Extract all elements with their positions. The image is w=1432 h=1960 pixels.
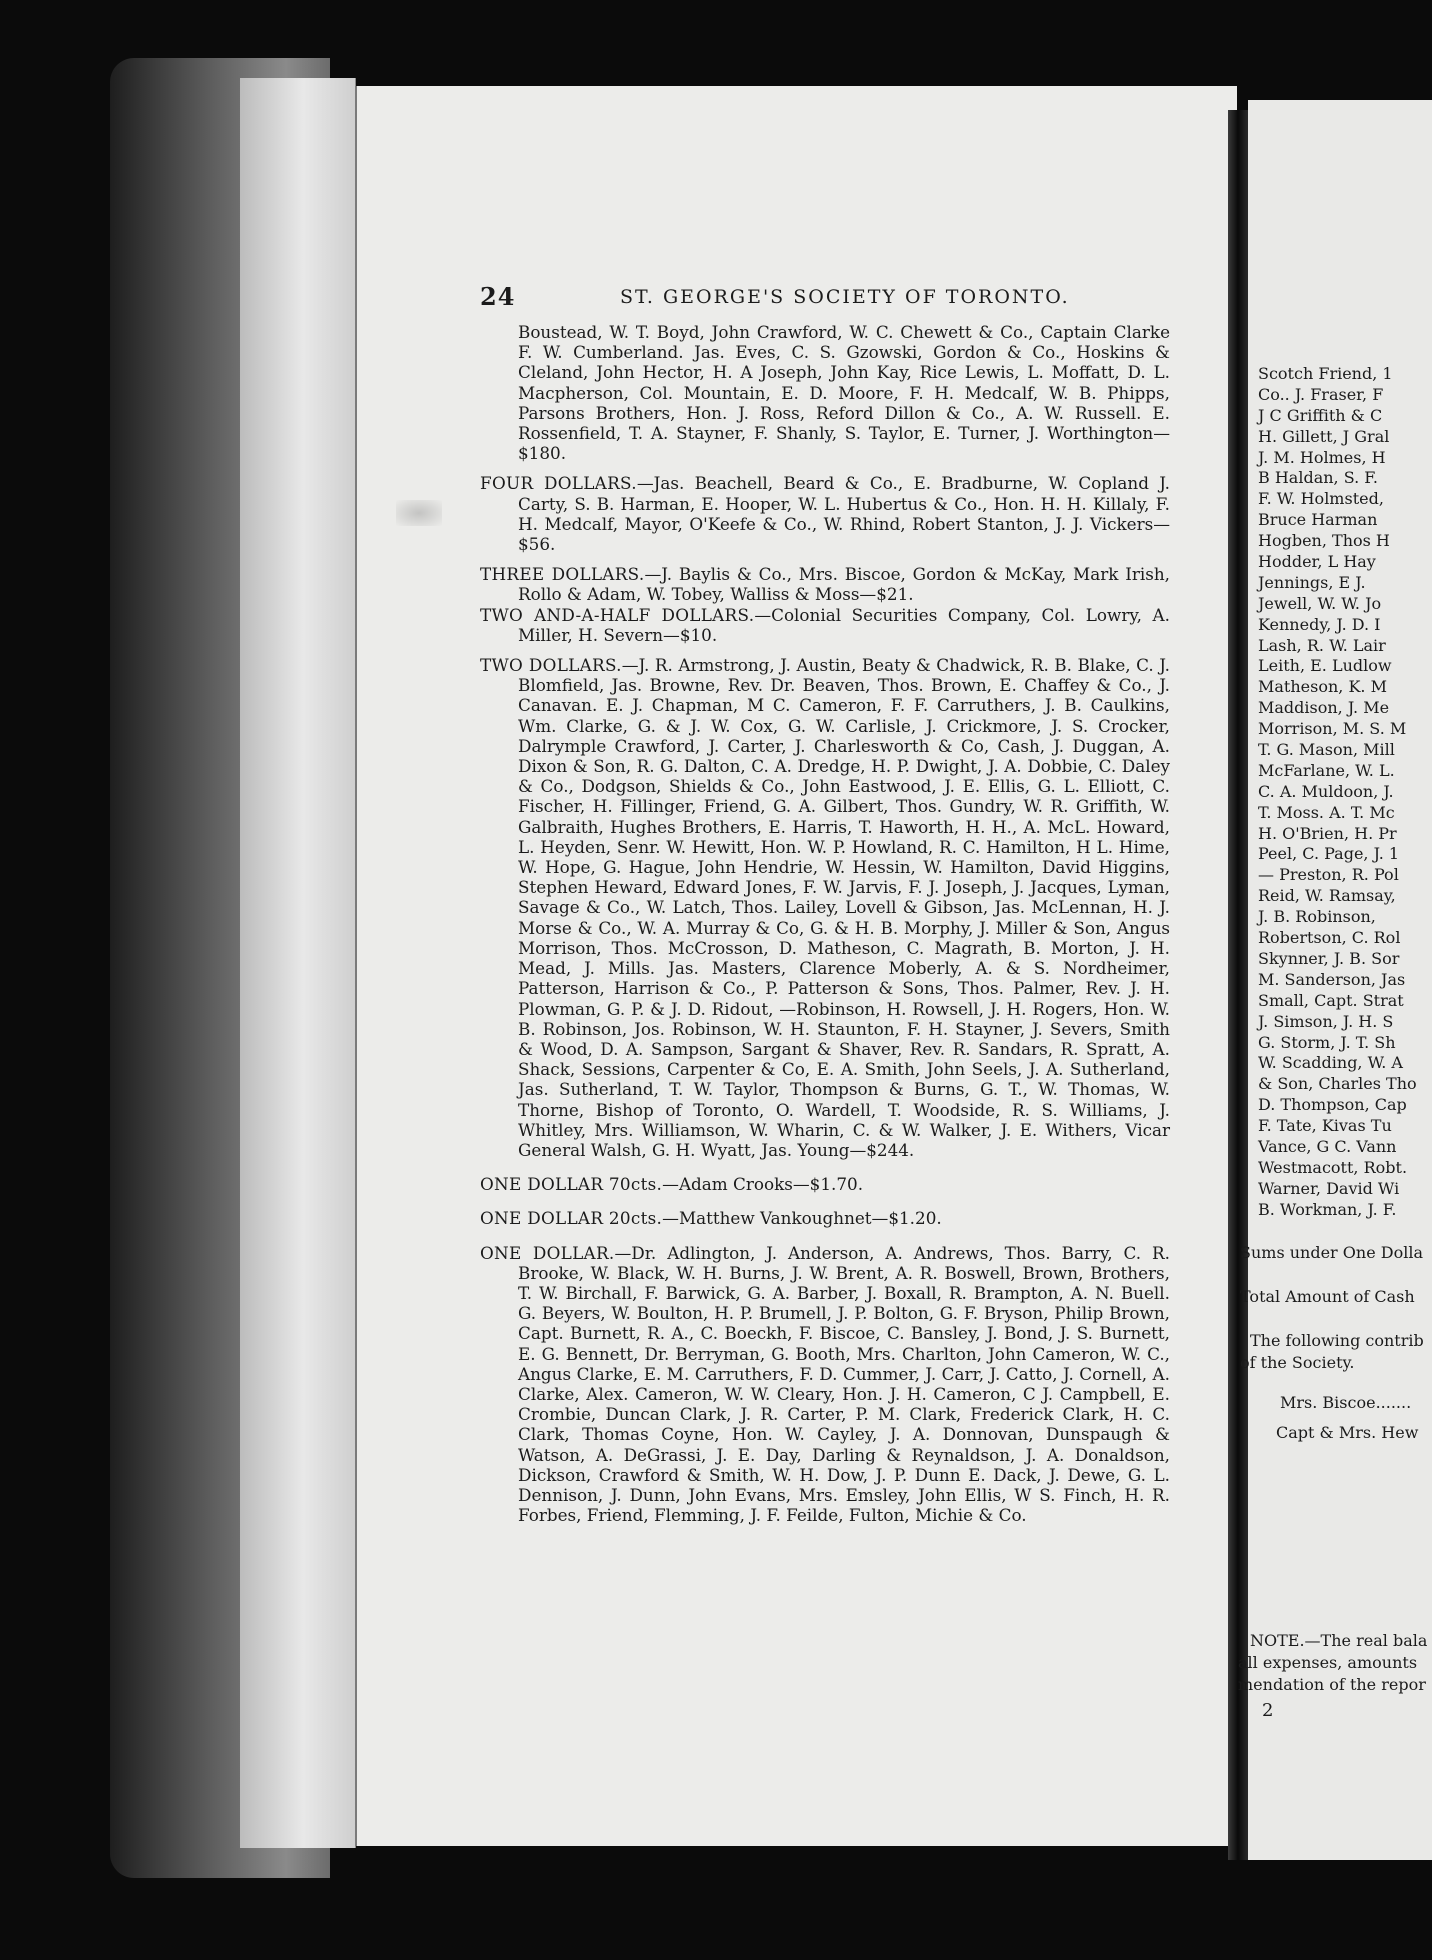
entry-text: —J. Baylis & Co., Mrs. Biscoe, Gordon & McKay, Mark Irish, Rollo & Adam, W. Tobey, Walliss & Moss—$21. (518, 564, 1170, 605)
right-page-line: F. W. Holmsted, (1258, 489, 1384, 509)
right-page-line: & Son, Charles Tho (1258, 1074, 1417, 1094)
right-page-line: Peel, C. Page, J. 1 (1258, 844, 1400, 864)
right-page-line: Kennedy, J. D. I (1258, 614, 1381, 634)
right-page-line: C. A. Muldoon, J. (1258, 781, 1394, 801)
page-header (480, 282, 1160, 316)
running-title: ST. GEORGE'S SOCIETY OF TORONTO. (620, 286, 1070, 308)
right-page-line: B. Workman, J. F. (1258, 1199, 1397, 1219)
entry-heading: TWO AND-A-HALF DOLLARS. (480, 604, 755, 625)
right-page-line: H. Gillett, J Gral (1258, 426, 1390, 446)
entry-text: —Matthew Vankoughnet—$1.20. (662, 1208, 942, 1229)
book-gutter (1228, 110, 1248, 1860)
entry-text: Boustead, W. T. Boyd, John Crawford, W. C. Chewett & Co., Captain Clarke F. W. Cumberland. Jas. Eves, C. S. Gzowski, Gordon & Co., Hoskins & Cleland, John Hector, H. A Joseph, John Kay, Rice Lewis, L. Moffatt, D. L. Macpherson, Col. Mountain, E. D. Moore, F. H. Medcalf, W. B. Phipps, Parsons Brothers, Hon. J. Ross, Reford Dillon & Co., A. W. Russell. E. Rossenfield, T. A. Stayner, F. Shanly, S. Taylor, E. Turner, J. Worthington—$180. (518, 322, 1170, 464)
right-note-line: NOTE.—The real bala (1250, 1631, 1428, 1650)
right-page-line: Leith, E. Ludlow (1258, 656, 1392, 676)
right-page-line: Reid, W. Ramsay, (1258, 886, 1396, 906)
right-contributor: Mrs. Biscoe....... (1280, 1393, 1412, 1412)
right-page-list (1258, 364, 1432, 1221)
signature-number: 2 (1262, 1700, 1274, 1721)
list-entry (480, 1174, 1170, 1194)
right-following-line: of the Society. (1240, 1353, 1355, 1372)
right-note-line: all expenses, amounts (1238, 1653, 1418, 1672)
entry-text: —Colonial Securities Company, Col. Lowry, A. Miller, H. Severn—$10. (518, 604, 1170, 645)
right-page-line: H. O'Brien, H. Pr (1258, 823, 1397, 843)
right-page-line: W. Scadding, W. A (1258, 1053, 1403, 1073)
right-page-line: M. Sanderson, Jas (1258, 969, 1406, 989)
entry-heading: THREE DOLLARS. (480, 564, 645, 585)
right-page-line: Vance, G C. Vann (1258, 1136, 1397, 1156)
subscription-list (480, 322, 1170, 1525)
right-page-line: Bruce Harman (1258, 510, 1378, 530)
right-page-line: J C Griffith & C (1258, 405, 1383, 425)
list-entry (480, 1208, 1170, 1228)
list-entry (480, 322, 1170, 463)
entry-heading: TWO DOLLARS. (480, 655, 622, 676)
right-page-line: Scotch Friend, 1 (1258, 364, 1393, 383)
entry-heading: ONE DOLLAR 20cts. (480, 1208, 663, 1229)
right-total-line: Total Amount of Cash (1240, 1287, 1415, 1306)
right-page-line: Small, Capt. Strat (1258, 990, 1404, 1010)
right-page-line: Morrison, M. S. M (1258, 719, 1407, 739)
right-contributor: Capt & Mrs. Hew (1276, 1423, 1419, 1442)
page-edges (240, 78, 356, 1848)
right-page-line: Hogben, Thos H (1258, 531, 1390, 551)
right-page-line: — Preston, R. Pol (1258, 865, 1399, 885)
list-entry (480, 564, 1170, 604)
entry-text: —Dr. Adlington, J. Anderson, A. Andrews, Thos. Barry, C. R. Brooke, W. Black, W. H. Burns, J. W. Brent, A. R. Boswell, Brown, Brothers, T. W. Birchall, F. Barwick, G. A. Barber, J. Boxall, R. Brampton, A. N. Buell. G. Beyers, W. Boulton, H. P. Brumell, J. P. Bolton, G. F. Bryson, Philip Brown, Capt. Burnett, R. A., C. Boeckh, F. Biscoe, C. Bansley, J. Bond, J. S. Burnett, E. G. Bennett, Dr. Berryman, G. Booth, Mrs. Charlton, John Cameron, W. C., Angus Clarke, E. M. Carruthers, F. D. Cummer, J. Carr, J. Catto, J. Cornell, A. Clarke, Alex. Cameron, W. W. Cleary, Hon. J. H. Cameron, C J. Campbell, E. Crombie, Duncan Clark, J. R. Carter, P. M. Clark, Frederick Clark, H. C. Clark, Thomas Coyne, Hon. W. Cayley, J. A. Donnovan, Dunspaugh & Watson, A. DeGrassi, J. E. Day, Darling & Reynaldson, J. A. Donaldson, Dickson, Crawford & Smith, W. H. Dow, J. P. Dunn E. Dack, J. Dewe, G. L. Dennison, J. Dunn, John Evans, Mrs. Emsley, John Ellis, W S. Finch, H. R. Forbes, Friend, Flemming, J. F. Feilde, Fulton, Michie & Co. (518, 1242, 1170, 1526)
right-page-line: F. Tate, Kivas Tu (1258, 1116, 1392, 1136)
page-stain (396, 500, 442, 526)
list-entry (480, 473, 1170, 554)
entry-text: —Adam Crooks—$1.70. (662, 1174, 864, 1195)
entry-heading: ONE DOLLAR 70cts. (480, 1174, 663, 1195)
right-page-line: Jennings, E J. (1258, 572, 1366, 592)
list-entry (480, 1243, 1170, 1526)
right-note-line: mendation of the repor (1238, 1675, 1426, 1694)
right-page-line: J. B. Robinson, (1258, 907, 1376, 927)
right-page-line: McFarlane, W. L. (1258, 760, 1395, 780)
right-page-line: G. Storm, J. T. Sh (1258, 1032, 1396, 1052)
right-page-line: Westmacott, Robt. (1258, 1157, 1408, 1177)
right-page-line: T. G. Mason, Mill (1258, 740, 1395, 760)
right-page-line: Matheson, K. M (1258, 677, 1387, 697)
right-page-line: Hodder, L Hay (1258, 552, 1376, 572)
right-page-line: Lash, R. W. Lair (1258, 635, 1386, 655)
right-page-line: Maddison, J. Me (1258, 698, 1390, 718)
right-page-line: T. Moss. A. T. Mc (1258, 802, 1395, 822)
entry-heading: FOUR DOLLARS. (480, 473, 637, 494)
page-number: 24 (480, 282, 516, 311)
entry-text: —J. R. Armstrong, J. Austin, Beaty & Chadwick, R. B. Blake, C. J. Blomfield, Jas. Browne, Rev. Dr. Beaven, Thos. Brown, E. Chaffey & Co., J. Canavan. E. J. Chapman, M C. Cameron, F. F. Carruthers, J. B. Caulkins, Wm. Clarke, G. & J. W. Cox, G. W. Carlisle, J. Crickmore, J. S. Crocker, Dalrymple Crawford, J. Carter, J. Charlesworth & Co, Cash, J. Duggan, A. Dixon & Son, R. G. Dalton, C. A. Dredge, H. P. Dwight, J. A. Dobbie, C. Daley & Co., Dodgson, Shields & Co., John Eastwood, J. E. Ellis, G. L. Elliott, C. Fischer, H. Fillinger, Friend, G. A. Gilbert, Thos. Gundry, W. R. Griffith, W. Galbraith, Hughes Brothers, E. Harris, T. Haworth, H. H., A. McL. Howard, L. Heyden, Senr. W. Hewitt, Hon. W. P. Howland, R. C. Hamilton, H L. Hime, W. Hope, G. Hague, John Hendrie, W. Hessin, W. Hamilton, David Higgins, Stephen Heward, Edward Jones, F. W. Jarvis, F. J. Joseph, J. Jacques, Lyman, Savage & Co., W. Latch, Thos. Lailey, Lovell & Gibson, Jas. McLennan, H. J. Morse & Co., W. A. Murray & Co, G. & H. B. Morphy, J. Miller & Son, Angus Morrison, Thos. McCrosson, D. Matheson, C. Magrath, B. Morton, J. H. Mead, J. Mills. Jas. Masters, Clarence Moberly, A. & S. Nordheimer, Patterson, Harrison & Co., P. Patterson & Sons, Thos. Palmer, Rev. J. H. Plowman, G. P. & J. D. Ridout, —Robinson, H. Rowsell, J. H. Rogers, Hon. W. B. Robinson, Jos. Robinson, W. H. Staunton, F. H. Stayner, J. Severs, Smith & Wood, D. A. Sampson, Sargant & Shaver, Rev. R. Sandars, R. Spratt, A. Shack, Sessions, Carpenter & Co, E. A. Smith, John Seels, J. A. Sutherland, Jas. Sutherland, T. W. Taylor, Thompson & Burns, G. T., W. Thomas, W. Thorne, Bishop of Toronto, O. Wardell, T. Woodside, R. S. Williams, J. Whitley, Mrs. Williamson, W. Wharin, C. & W. Walker, J. E. Withers, Vicar General Walsh, G. H. Wyatt, Jas. Young—$244. (518, 655, 1170, 1160)
right-page-line: Co.. J. Fraser, F (1258, 384, 1384, 404)
right-page-line: B Haldan, S. F. (1258, 468, 1378, 488)
right-page-line: Warner, David Wi (1258, 1178, 1400, 1198)
right-page-line: D. Thompson, Cap (1258, 1095, 1407, 1115)
right-page-line: Skynner, J. B. Sor (1258, 948, 1400, 968)
right-sums-line: Sums under One Dolla (1240, 1243, 1423, 1262)
right-page-line: Jewell, W. W. Jo (1258, 593, 1382, 613)
list-entry (480, 605, 1170, 645)
right-page-line: J. Simson, J. H. S (1258, 1011, 1394, 1031)
entry-text: —Jas. Beachell, Beard & Co., E. Bradburne, W. Copland J. Carty, S. B. Harman, E. Hooper, W. L. Hubertus & Co., Hon. H. H. Killaly, F. H. Medcalf, Mayor, O'Keefe & Co., W. Rhind, Robert Stanton, J. J. Vickers—$56. (518, 473, 1170, 555)
right-following-line: The following contrib (1250, 1331, 1424, 1350)
right-page-line: Robertson, C. Rol (1258, 928, 1401, 948)
list-entry (480, 655, 1170, 1160)
entry-heading: ONE DOLLAR. (480, 1242, 615, 1263)
right-page-line: J. M. Holmes, H (1258, 447, 1386, 467)
